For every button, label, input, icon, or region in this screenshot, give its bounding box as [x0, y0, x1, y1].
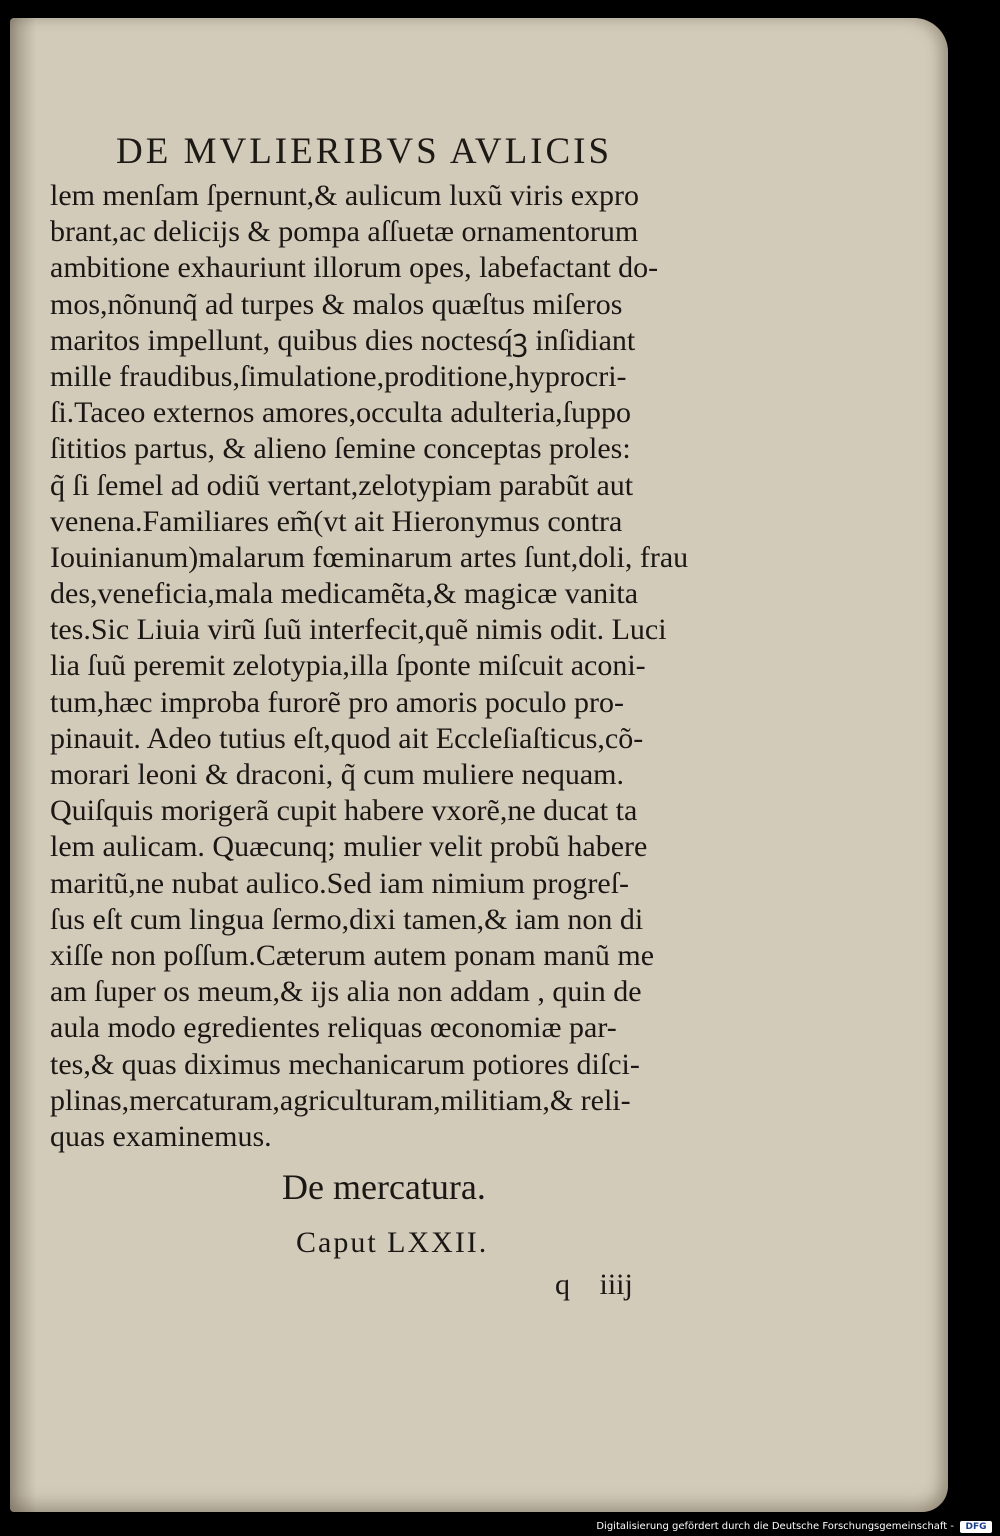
text-line: tum,hæc improba furorẽ pro amoris poculo pro- — [50, 685, 625, 719]
text-line: venena.Familiares em̃(vt ait Hieronymus contra — [50, 504, 623, 538]
footer-bar — [0, 1519, 1000, 1536]
text-line: Quiſquis morigerã cupit habere vxorẽ,ne ducat ta — [50, 794, 638, 828]
text-line: Iouinianum)malarum fœminarum artes ſunt,doli, frau — [50, 540, 689, 574]
funding-credit: Digitalisierung gefördert durch die Deutsche Forschungsgemeinschaft - — [596, 1521, 954, 1532]
text-line: maritũ,ne nubat aulico.Sed iam nimium progreſ- — [50, 866, 630, 900]
text-line: pinauit. Adeo tutius eſt,quod ait Eccleſiaſticus,cõ- — [50, 721, 644, 755]
chapter-number: Caput LXXII. — [296, 1226, 489, 1259]
text-line: xiſſe non poſſum.Cæterum autem ponam manũ me — [50, 938, 655, 972]
signature-mark: q iiij — [555, 1268, 633, 1301]
chapter-title: De mercatura. — [282, 1167, 486, 1207]
body-text — [50, 178, 750, 1155]
running-head: DE MVLIERIBVS AVLICIS — [116, 131, 613, 172]
text-line: mille fraudibus,ſimulatione,proditione,hyprocri- — [50, 359, 627, 393]
book-page — [10, 18, 948, 1512]
text-line: ambitione exhauriunt illorum opes, labefactant do- — [50, 251, 659, 285]
text-line: ſititios partus, & alieno ſemine conceptas proles: — [50, 432, 631, 466]
text-line: mos,nõnunq̃ ad turpes & malos quæſtus miſeros — [50, 287, 623, 321]
text-line: brant,ac delicijs & pompa aſſuetæ ornamentorum — [50, 215, 639, 249]
text-line: morari leoni & draconi, q̃ cum muliere nequam. — [50, 758, 624, 791]
text-line: tes,& quas diximus mechanicarum potiores diſci- — [50, 1047, 640, 1081]
text-line: tes.Sic Liuia virũ ſuũ interfecit,quẽ nimis odit. Luci — [50, 613, 667, 647]
page-binding-shadow — [10, 18, 36, 1512]
text-line: maritos impellunt, quibus dies noctesq́ꝫ inſidiant — [50, 323, 636, 357]
text-line: des,veneficia,mala medicamẽta,& magicæ vanita — [50, 577, 639, 611]
text-line: q̃ ſi ſemel ad odiũ vertant,zelotypiam parabũt aut — [50, 468, 634, 502]
text-line: lem menſam ſpernunt,& aulicum luxũ viris expro — [50, 179, 640, 212]
text-line: lem aulicam. Quæcunq; mulier velit probũ habere — [50, 830, 648, 864]
text-line: plinas,mercaturam,agriculturam,militiam,& reli- — [50, 1083, 631, 1117]
text-line: ſi.Taceo externos amores,occulta adulteria,ſuppo — [50, 396, 632, 430]
text-line: am ſuper os meum,& ijs alia non addam , quin de — [50, 975, 642, 1009]
dfg-logo: DFG — [960, 1521, 992, 1533]
text-line: lia ſuũ peremit zelotypia,illa ſponte miſcuit aconi- — [50, 649, 646, 683]
text-line: ſus eſt cum lingua ſermo,dixi tamen,& iam non di — [50, 902, 644, 936]
text-line: quas examinemus. — [50, 1119, 272, 1153]
text-line: aula modo egredientes reliquas œconomiæ par- — [50, 1011, 617, 1045]
